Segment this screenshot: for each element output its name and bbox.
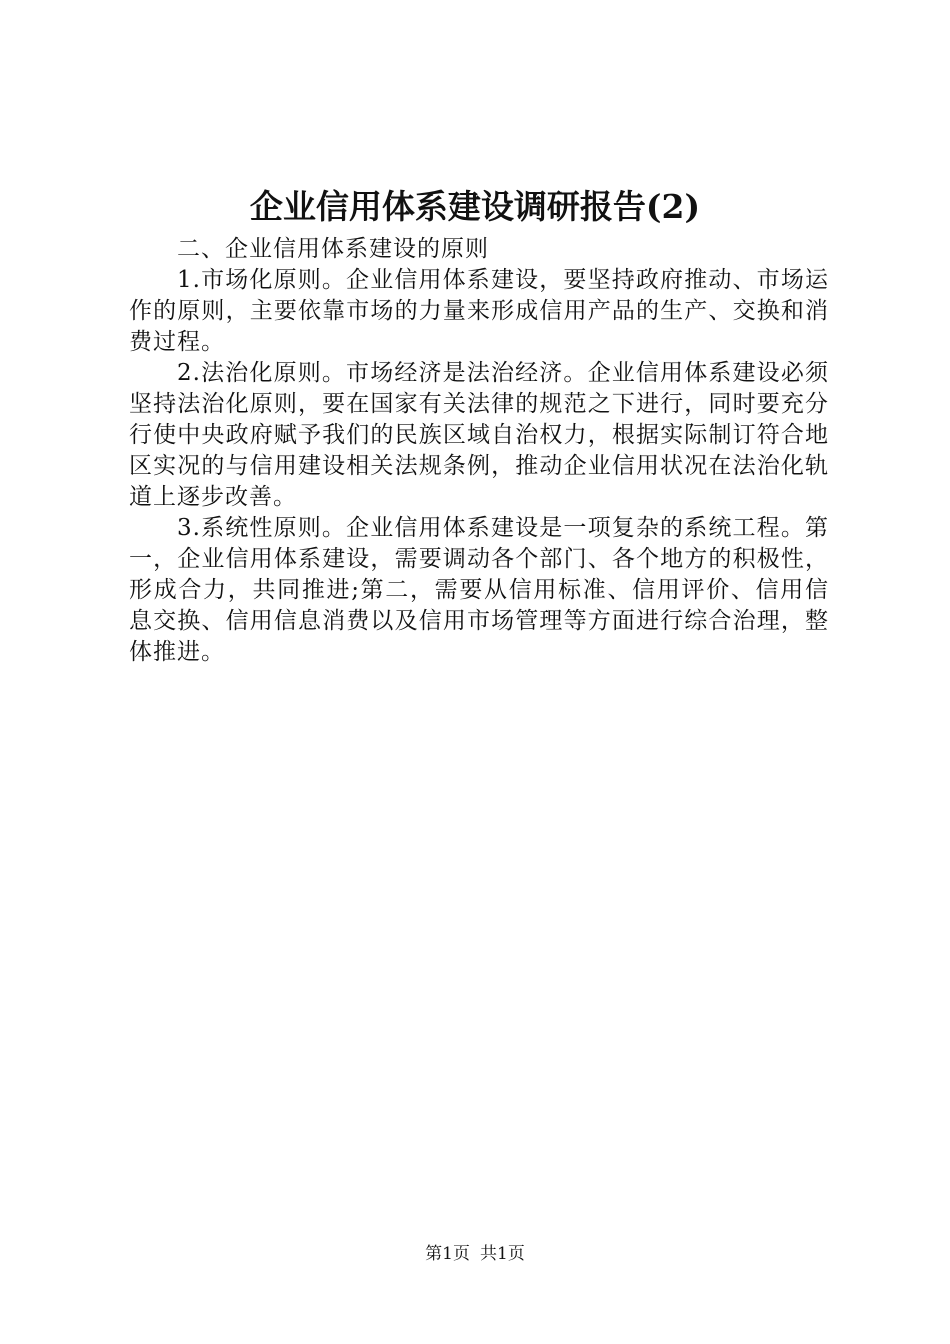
document-title: 企业信用体系建设调研报告(2) [249,187,701,226]
page-number: 第1页 [425,1244,470,1264]
page-footer [0,1242,950,1266]
page-total: 共1页 [480,1244,525,1264]
paragraph-market-principle: 1.市场化原则。企业信用体系建设，要坚持政府推动、市场运作的原则，主要依靠市场的力量来形成信用产品的生产、交换和消费过程。 [129,267,829,355]
document-body [129,234,829,668]
paragraph-systemic-principle: 3.系统性原则。企业信用体系建设是一项复杂的系统工程。第一，企业信用体系建设，需要调动各个部门、各个地方的积极性，形成合力，共同推进;第二，需要从信用标准、信用评价、信用信息交换、信用信息消费以及信用市场管理等方面进行综合治理，整体推进。 [129,515,829,665]
section-heading: 二、企业信用体系建设的原则 [177,236,489,262]
paragraph-rule-of-law-principle: 2.法治化原则。市场经济是法治经济。企业信用体系建设必须坚持法治化原则，要在国家有关法律的规范之下进行，同时要充分行使中央政府赋予我们的民族区域自治权力，根据实际制订符合地区实况的与信用建设相关法规条例，推动企业信用状况在法治化轨道上逐步改善。 [129,360,829,510]
